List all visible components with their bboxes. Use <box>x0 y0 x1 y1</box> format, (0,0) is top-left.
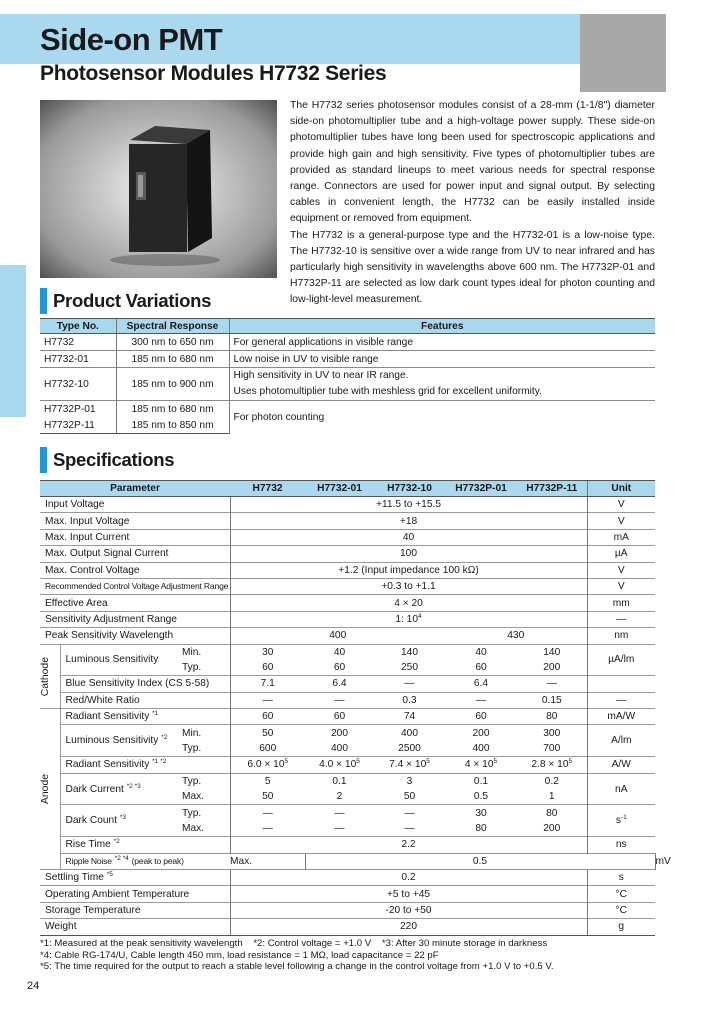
spec-value: 60 <box>230 660 305 676</box>
anode-group <box>40 709 60 870</box>
table-row <box>40 351 655 368</box>
footnote-ref: *2 *4 <box>114 854 129 862</box>
type-no: H7732P-01 <box>40 401 116 418</box>
spec-value: 0.1 <box>445 773 517 789</box>
param-text: Recommended Control Voltage Adjustment Range <box>45 581 229 592</box>
exponent: 5 <box>426 758 430 766</box>
unit: mA <box>587 529 655 545</box>
unit: V <box>587 578 655 594</box>
type-no: H7732 <box>44 336 75 348</box>
cathode-group <box>40 644 60 709</box>
param-label: Input Voltage <box>45 499 105 511</box>
param-label: Max. Input Voltage <box>40 513 230 529</box>
spec-value: 80 <box>517 805 587 821</box>
footnote-line <box>40 938 660 950</box>
spec-value: 60 <box>305 709 374 725</box>
spec-value: 400 <box>230 628 445 644</box>
table-row <box>40 676 655 692</box>
spec-value: 50 <box>230 725 305 741</box>
value-text: 2.8 × 10 <box>531 759 569 771</box>
param-text: Rise Time <box>65 839 111 851</box>
qualifier: Max. <box>230 853 305 869</box>
spec-value: 200 <box>445 725 517 741</box>
page-number: 24 <box>27 980 40 992</box>
product-photo <box>40 100 277 278</box>
footnote-line: *5: The time required for the output to reach a stable level following a change in the control voltage from +1.0 V to +0.5 V. <box>40 961 554 973</box>
spec-value <box>305 757 374 773</box>
param-label: Operating Ambient Temperature <box>40 886 230 902</box>
spec-value <box>230 757 305 773</box>
param-label: Peak Sensitivity Wavelength <box>40 628 230 644</box>
type-no: H7732P-11 <box>40 417 116 434</box>
spec-value: 1 <box>548 791 555 803</box>
spec-value: 140 <box>517 644 587 660</box>
unit: nA <box>587 773 655 805</box>
feature-line: High sensitivity in UV to near IR range. <box>233 370 409 381</box>
cathode-label: Cathode <box>40 656 51 696</box>
corner-gray-block <box>580 14 666 92</box>
column-header: H7732P-01 <box>445 481 517 497</box>
footnote: *3: After 30 minute storage in darkness <box>381 938 548 949</box>
table-row <box>40 401 655 418</box>
value-text: 1: 10 <box>395 613 419 625</box>
spec-value: — <box>230 805 305 821</box>
spec-value: 50 <box>230 789 305 805</box>
unit: °C <box>587 886 655 902</box>
spec-value: 40 <box>305 644 374 660</box>
page-subtitle: Photosensor Modules H7732 Series <box>40 62 387 85</box>
section-title: Specifications <box>53 449 175 470</box>
value-text: 4 × 10 <box>464 759 494 771</box>
spectral-response: 185 nm to 680 nm <box>116 351 229 368</box>
section-marker <box>40 288 47 314</box>
unit <box>587 805 655 837</box>
exponent: 5 <box>568 758 573 766</box>
spec-value: +5 to +45 <box>230 886 587 902</box>
page-title: Side-on PMT <box>40 22 223 57</box>
table-row <box>40 578 655 594</box>
column-header: Parameter <box>40 481 230 497</box>
column-header: Spectral Response <box>116 319 229 334</box>
footnote: *1: Measured at the peak sensitivity wavelength <box>40 938 243 949</box>
table-row <box>40 902 655 918</box>
spec-value: 400 <box>374 725 445 741</box>
footnote-ref: *3 <box>119 814 127 822</box>
spec-value: 300 <box>517 725 587 741</box>
table-row <box>40 334 655 351</box>
spec-value: 0.1 <box>305 773 374 789</box>
spec-value: 5 <box>230 773 305 789</box>
param-label: Storage Temperature <box>40 902 230 918</box>
intro-text <box>290 98 655 309</box>
spec-value: — <box>445 692 517 708</box>
spec-value <box>445 757 517 773</box>
product-variations-heading <box>40 288 300 314</box>
param-label: Max. Control Voltage <box>40 562 230 578</box>
unit: V <box>587 562 655 578</box>
table-row <box>40 368 655 401</box>
param-text: Radiant Sensitivity <box>65 711 150 723</box>
table-row <box>40 644 655 660</box>
spec-value: 7.1 <box>230 676 305 692</box>
unit-exponent: -1 <box>620 814 627 822</box>
unit: µA <box>587 546 655 562</box>
specifications-heading <box>40 447 300 473</box>
spectral-response: 300 nm to 650 nm <box>116 334 229 351</box>
spec-value: -20 to +50 <box>230 902 587 918</box>
unit-text: s <box>615 815 621 827</box>
spec-value: 60 <box>230 709 305 725</box>
qualifier: Typ. <box>182 743 202 755</box>
type-no: H7732-10 <box>40 368 116 401</box>
spectral-response: 185 nm to 680 nm <box>116 401 229 418</box>
spec-value <box>517 757 587 773</box>
unit: ns <box>587 837 655 853</box>
footnote-ref: *2 <box>113 838 120 846</box>
spec-value: 250 <box>401 662 419 674</box>
param-label <box>60 709 230 725</box>
unit: mm <box>587 595 655 611</box>
column-header: H7732P-11 <box>517 481 587 497</box>
spec-value: 40 <box>230 529 587 545</box>
footnote-ref: *1 <box>152 710 159 718</box>
value-text: 6.0 × 10 <box>247 759 285 771</box>
param-label <box>60 853 230 869</box>
spec-value: 100 <box>230 546 587 562</box>
param-text: Ripple Noise <box>65 855 112 866</box>
spec-value: +1.2 (Input impedance 100 kΩ) <box>230 562 587 578</box>
param-label <box>60 725 182 757</box>
table-row <box>40 611 655 627</box>
spec-value: 2 <box>336 791 343 803</box>
footnote: *2: Control voltage = +1.0 V <box>253 938 372 949</box>
exponent: 4 <box>418 612 422 620</box>
spec-value: — <box>230 692 305 708</box>
qualifier: Max. <box>182 791 205 803</box>
spec-value: 30 <box>230 644 305 660</box>
unit: nm <box>587 628 655 644</box>
spec-value <box>374 757 445 773</box>
table-row <box>40 692 655 708</box>
spec-value: 0.5 <box>305 853 655 869</box>
table-row <box>40 562 655 578</box>
param-label <box>40 578 230 594</box>
spec-value: 430 <box>445 628 587 644</box>
unit <box>587 676 655 692</box>
spec-value: 200 <box>543 662 561 674</box>
unit: — <box>587 692 655 708</box>
unit: s <box>587 869 655 885</box>
column-header: Features <box>229 319 655 334</box>
table-row <box>40 837 655 853</box>
spec-value: 3 <box>374 773 445 789</box>
qualifier: Typ. <box>182 662 202 674</box>
spectral-response: 185 nm to 900 nm <box>116 368 229 401</box>
table-row <box>40 529 655 545</box>
spec-value: — <box>404 823 415 834</box>
table-row <box>40 757 655 773</box>
spec-value: 60 <box>445 709 517 725</box>
param-text: Settling Time <box>45 872 104 884</box>
footnote-ref: *5 <box>106 871 113 879</box>
features: For general applications in visible range <box>229 334 655 351</box>
spec-value: 400 <box>472 743 490 755</box>
qualifier: Typ. <box>182 805 230 821</box>
spec-value: 80 <box>475 823 487 834</box>
param-label: Luminous Sensitivity <box>60 644 182 676</box>
qualifier: Typ. <box>182 773 230 789</box>
param-text: Dark Count <box>65 815 118 827</box>
unit: — <box>587 611 655 627</box>
unit: °C <box>587 902 655 918</box>
param-label: Max. Output Signal Current <box>40 546 230 562</box>
footnote-ref: *1 *2 <box>152 758 167 766</box>
features: Low noise in UV to visible range <box>229 351 655 368</box>
features: For photon counting <box>229 401 655 434</box>
table-row <box>40 546 655 562</box>
qualifier: Min. <box>182 725 230 741</box>
spec-value: — <box>334 823 345 834</box>
table-row <box>40 886 655 902</box>
spec-value: — <box>517 676 587 692</box>
spec-value: 0.15 <box>517 692 587 708</box>
table-row <box>40 725 655 741</box>
spec-value: 60 <box>333 662 346 674</box>
spec-value: 60 <box>475 662 487 674</box>
side-tab <box>0 265 26 417</box>
product-variations-table <box>40 318 655 434</box>
value-text: 7.4 × 10 <box>389 759 427 771</box>
spec-value: — <box>305 805 374 821</box>
anode-label: Anode <box>40 774 51 805</box>
spec-value: 600 <box>230 741 305 757</box>
spec-value: — <box>230 821 305 837</box>
exponent: 5 <box>356 758 360 766</box>
spec-value: 0.3 <box>374 692 445 708</box>
spec-value: 0.5 <box>473 791 489 803</box>
param-label <box>60 805 182 837</box>
table-row <box>40 595 655 611</box>
section-title: Product Variations <box>53 290 212 311</box>
exponent: 5 <box>284 758 289 766</box>
unit: V <box>587 513 655 529</box>
feature-line: Uses photomultiplier tube with meshless grid for excellent uniformity. <box>233 386 542 397</box>
spec-value: 6.4 <box>445 676 517 692</box>
param-label: Effective Area <box>40 595 230 611</box>
spec-value: 0.2 <box>230 869 587 885</box>
footnotes <box>40 938 660 973</box>
spec-value: 74 <box>374 709 445 725</box>
unit: V <box>587 497 655 513</box>
param-label: Blue Sensitivity Index (CS 5-58) <box>60 676 230 692</box>
spec-value: 40 <box>445 644 517 660</box>
param-label: Sensitivity Adjustment Range <box>40 611 230 627</box>
exponent: 5 <box>493 758 498 766</box>
param-text: Radiant Sensitivity <box>65 759 150 771</box>
column-header: Type No. <box>40 319 116 334</box>
table-row <box>40 869 655 885</box>
spec-value: — <box>305 692 374 708</box>
param-text: Dark Current <box>65 783 124 795</box>
spec-value: 6.4 <box>305 676 374 692</box>
param-text: Luminous Sensitivity <box>65 735 159 747</box>
table-row <box>40 497 655 513</box>
table-row <box>40 773 655 789</box>
spec-value: +18 <box>230 513 587 529</box>
spec-value: 220 <box>230 919 587 935</box>
unit: A/lm <box>587 725 655 757</box>
spec-value: 30 <box>445 805 517 821</box>
unit: mA/W <box>587 709 655 725</box>
spec-value: 140 <box>374 644 445 660</box>
spec-value: 80 <box>517 709 587 725</box>
param-label <box>60 837 230 853</box>
table-header-row <box>40 319 655 334</box>
unit: g <box>587 919 655 935</box>
spec-value: 200 <box>305 725 374 741</box>
param-label: Weight <box>40 919 230 935</box>
spectral-response: 185 nm to 850 nm <box>116 417 229 434</box>
spec-value: 0.2 <box>517 773 587 789</box>
spec-value: 2.2 <box>230 837 587 853</box>
spec-value <box>230 611 587 627</box>
table-row <box>40 805 655 821</box>
qualifier: Max. <box>182 823 205 834</box>
spec-value: +0.3 to +1.1 <box>230 578 587 594</box>
specifications-table <box>40 480 671 936</box>
section-marker <box>40 447 47 473</box>
footnote-line: *4: Cable RG-174/U, Cable length 450 mm, load resistance = 1 MΩ, load capacitance = 22 pF <box>40 949 439 961</box>
column-header: H7732-01 <box>305 481 374 497</box>
spec-value: 4 × 20 <box>230 595 587 611</box>
spec-value: +11.5 to +15.5 <box>230 497 587 513</box>
column-header: H7732-10 <box>374 481 445 497</box>
spec-value: 400 <box>331 743 349 755</box>
value-text: 4.0 × 10 <box>319 759 357 771</box>
footnote-ref: *2 <box>161 734 168 742</box>
table-row <box>40 628 655 644</box>
column-header: H7732 <box>230 481 305 497</box>
table-row <box>40 513 655 529</box>
features <box>229 368 655 401</box>
param-label <box>60 757 230 773</box>
unit: A/W <box>587 757 655 773</box>
param-label: Max. Input Current <box>40 529 230 545</box>
type-no: H7732-01 <box>40 351 116 368</box>
spec-value: 200 <box>543 823 561 834</box>
param-suffix: (peak to peak) <box>131 855 184 866</box>
spec-value: 50 <box>403 791 416 803</box>
intro-paragraph-2: The H7732 is a general-purpose type and the H7732-01 is a low-noise type. The H7732-10 is sensitive over a wide range from UV to near infrared and has particularly high sensitivity in wavelengths above 600 nm. The H7732P-01 and H7732P-11 are selected as low dark count types ideal for photon counting and low-light-level measurement. <box>290 229 655 306</box>
intro-paragraph-1: The H7732 series photosensor modules consist of a 28-mm (1-1/8") diameter side-on photomultiplier tube and a high-voltage power supply. These side-on photomultiplier tubes have long been used for spectroscopic applications and provide high gain and high sensitivity. Five types of photomultiplier tubes are provided as standard lineups to meet various needs for spectral response range. Connectors are used for power input and signal output. By selecting cables in convenient length, the H7732 can be easily installed inside equipment or removed from equipment. <box>290 100 655 225</box>
footnote-ref: *2 *3 <box>126 782 141 790</box>
unit: µA/lm <box>587 644 655 676</box>
spec-value: — <box>374 676 445 692</box>
spec-value: 2500 <box>398 743 421 755</box>
qualifier: Min. <box>182 644 230 660</box>
param-label <box>60 773 182 805</box>
param-label: Red/White Ratio <box>60 692 230 708</box>
table-row: Ripple Noise $^{*2 *4}$ (peak to peak) Max. 0.5 mV <box>40 853 655 869</box>
param-label <box>40 869 230 885</box>
spec-value: 700 <box>543 743 561 755</box>
column-header: Unit <box>587 481 655 497</box>
table-row <box>40 709 655 725</box>
spec-value: — <box>374 805 445 821</box>
table-header-row <box>40 481 655 497</box>
table-row <box>40 919 655 935</box>
